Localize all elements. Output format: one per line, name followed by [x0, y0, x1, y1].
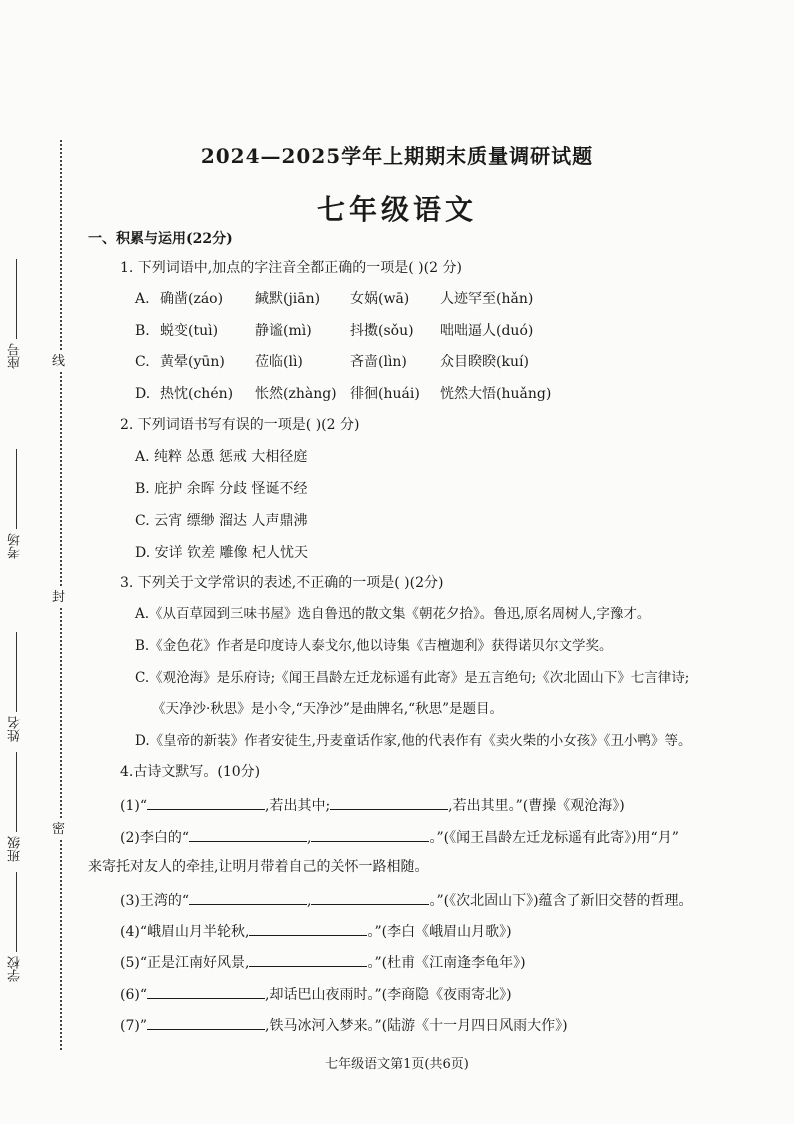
field-class[interactable]: [6, 748, 34, 862]
question-1-option-d[interactable]: D.热忱(chén) 怅然(zhàng) 徘徊(huái) 恍然大悟(huǎng): [135, 386, 552, 402]
recite-item-2-continued: 来寄托对友人的牵挂,让明月带着自己的关怀一路相随。: [88, 859, 429, 875]
answer-blank[interactable]: [249, 920, 367, 936]
recite-item-4: (4)“峨眉山月半轮秋, 。”(李白《峨眉山月歌》): [120, 920, 512, 942]
field-seat-number-label: 座号: [8, 343, 23, 369]
question-3-option-d[interactable]: D.《皇帝的新装》作者安徒生,丹麦童话作家,他的代表作有《卖火柴的小女孩》《丑小鸭》等。: [135, 733, 692, 749]
section-title: 一、积累与运用(22分): [88, 231, 233, 247]
field-name-label: 姓名: [8, 716, 23, 742]
answer-blank[interactable]: [147, 794, 265, 810]
recite-item-7: (7)” ,铁马冰河入梦来。”(陆游《十一月四日风雨大作》): [120, 1014, 568, 1036]
answer-blank[interactable]: [330, 794, 448, 810]
binding-mark-mi: 密: [52, 820, 65, 840]
field-school-label: 学校: [8, 956, 23, 982]
question-2-option-c[interactable]: C. 云宵 缥缈 溜达 人声鼎沸: [135, 513, 308, 529]
recite-item-5: (5)“正是江南好风景, 。”(杜甫《江南逢李龟年》): [120, 951, 526, 973]
recite-item-6: (6)“ ,却话巴山夜雨时。”(李商隐《夜雨寄北》): [120, 983, 512, 1005]
answer-blank[interactable]: [249, 951, 367, 967]
exam-title: 2024—2025学年上期期末质量调研试题: [200, 144, 594, 168]
question-1-option-b[interactable]: B.蜕变(tuì) 静谧(mì) 抖擞(sǒu) 咄咄逼人(duó): [135, 323, 534, 339]
answer-blank[interactable]: [311, 889, 429, 905]
question-3-option-a[interactable]: A.《从百草园到三味书屋》选自鲁迅的散文集《朝花夕拾》。鲁迅,原名周树人,字豫才。: [135, 606, 651, 622]
question-3-stem: 3. 下列关于文学常识的表述,不正确的一项是( )(2分): [120, 575, 444, 591]
answer-blank[interactable]: [311, 826, 429, 842]
field-seat-number[interactable]: [6, 255, 34, 369]
binding-mark-xian: 线: [52, 352, 65, 372]
page-footer: 七年级语文第1页(共6页): [325, 1057, 469, 1072]
recite-item-2: (2)李白的“ , 。”(《闻王昌龄左迁龙标遥有此寄》)用“月”: [120, 826, 679, 848]
answer-blank[interactable]: [147, 983, 265, 999]
question-2-option-b[interactable]: B. 庇护 余晖 分歧 怪诞不经: [135, 481, 308, 497]
subject-title: 七年级语文: [316, 193, 477, 226]
question-2-stem: 2. 下列词语书写有误的一项是( )(2 分): [120, 417, 360, 433]
field-school[interactable]: [6, 868, 34, 982]
recite-item-1: (1)“ ,若出其中; ,若出其里。”(曹操《观沧海》): [120, 794, 625, 816]
question-3-option-c[interactable]: C.《观沧海》是乐府诗;《闻王昌龄左迁龙标遥有此寄》是五言绝句;《次北固山下》七言律诗;: [135, 670, 690, 686]
field-exam-room[interactable]: [6, 445, 34, 559]
question-3-option-b[interactable]: B.《金色花》作者是印度诗人泰戈尔,他以诗集《吉檀迦利》获得诺贝尔文学奖。: [135, 638, 613, 654]
question-1-option-c[interactable]: C.黄晕(yūn) 莅临(lì) 吝啬(lìn) 众目睽睽(kuí): [135, 354, 529, 370]
question-2-option-a[interactable]: A. 纯粹 怂恿 惩戒 大相径庭: [135, 449, 308, 465]
question-1-stem: 1. 下列词语中,加点的字注音全都正确的一项是( )(2 分): [120, 260, 462, 276]
binding-mark-feng: 封: [52, 588, 65, 608]
field-exam-room-label: 考场: [8, 533, 23, 559]
question-4-stem: 4.古诗文默写。(10分): [120, 764, 261, 780]
question-2-option-d[interactable]: D. 安详 钦差 雕像 杞人忧天: [135, 545, 308, 561]
question-1-option-a[interactable]: A.确凿(záo) 緘默(jiān) 女娲(wā) 人迹罕至(hǎn): [135, 291, 534, 307]
answer-blank[interactable]: [189, 889, 307, 905]
question-3-option-c-continued: 《天净沙·秋思》是小令,“天净沙”是曲牌名,“秋思”是题目。: [152, 701, 503, 717]
field-class-label: 班级: [8, 836, 23, 862]
recite-item-3: (3)王湾的“ , 。”(《次北固山下》)蕴含了新旧交替的哲理。: [120, 889, 693, 911]
answer-blank[interactable]: [147, 1014, 265, 1030]
answer-blank[interactable]: [189, 826, 307, 842]
field-name[interactable]: [6, 628, 34, 742]
